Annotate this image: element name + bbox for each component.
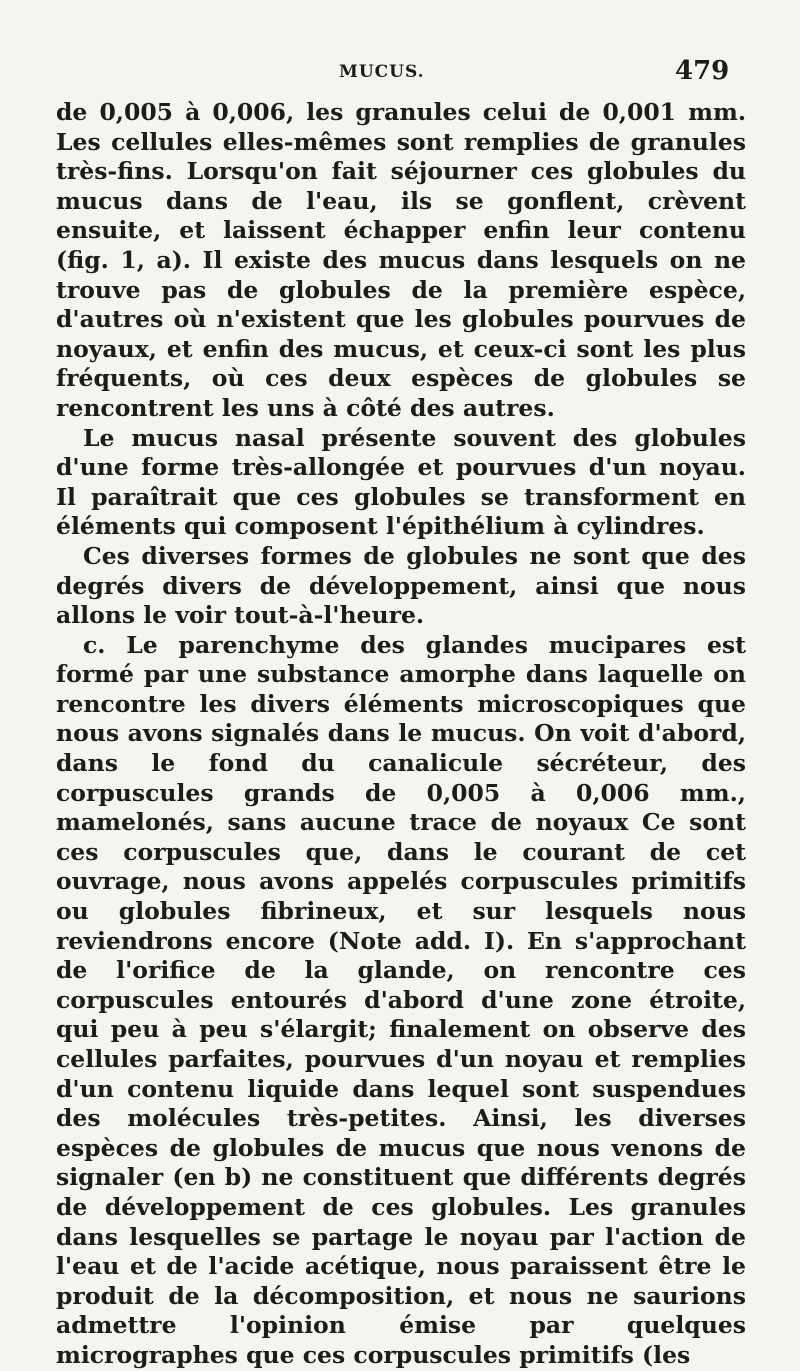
paragraph-2: Le mucus nasal présente souvent des globules d'une forme très-allongée et pourvues d'un noyau. Il paraîtrait que ces globules se transforment en éléments qui composent l'épithélium à cylindres. bbox=[56, 423, 746, 541]
paragraph-1: de 0,005 à 0,006, les granules celui de 0,001 mm. Les cellules elles-mêmes sont remplies de granules très-fins. Lorsqu'on fait séjourner ces globules du mucus dans de l'eau, ils se gonflent, crèvent ensuite, et laissent échapper enfin leur contenu (fig. 1, a). Il existe des mucus dans lesquels on ne trouve pas de globules de la première espèce, d'autres où n'existent que les globules pourvues de noyaux, et enfin des mucus, et ceux-ci sont les plus fréquents, où ces deux espèces de globules se rencontrent les uns à côté des autres. bbox=[56, 98, 746, 422]
paragraph-4: c. Le parenchyme des glandes mucipares est formé par une substance amorphe dans laquelle on rencontre les divers éléments microscopiques que nous avons signalés dans le mucus. On voit d'abord, dans le fond du canalicule sécréteur, des corpuscules grands de 0,005 à 0,006 mm., mamelonés, sans aucune trace de noyaux Ce sont ces corpuscules que, dans le courant de cet ouvrage, nous avons appelés corpuscules primitifs ou globules fibrineux, et sur lesquels nous reviendrons encore (Note add. I). En s'approchant de l'orifice de la glande, on rencontre ces corpuscules entourés d'abord d'une zone étroite, qui peu à peu s'élargit; finalement on observe des cellules parfaites, pourvues d'un noyau et remplies d'un contenu liquide dans lequel sont suspendues des molécules très-petites. Ainsi, les diverses espèces de globules de mucus que nous venons de signaler (en b) ne constituent que différents degrés de développement de ces globules. Les granules dans lesquelles se partage le noyau par l'action de l'eau et de l'acide acétique, nous paraissent être le produit de la décomposition, et nous ne saurions admettre l'opinion émise par quelques micrographes que ces corpuscules primitifs (les bbox=[56, 630, 746, 1369]
running-head: MUCUS. bbox=[339, 62, 425, 82]
page-number: 479 bbox=[675, 56, 730, 86]
page-header bbox=[0, 56, 800, 86]
paragraph-3: Ces diverses formes de globules ne sont que des degrés divers de développement, ainsi que nous allons le voir tout-à-l'heure. bbox=[56, 541, 746, 630]
body-text bbox=[56, 98, 746, 1371]
